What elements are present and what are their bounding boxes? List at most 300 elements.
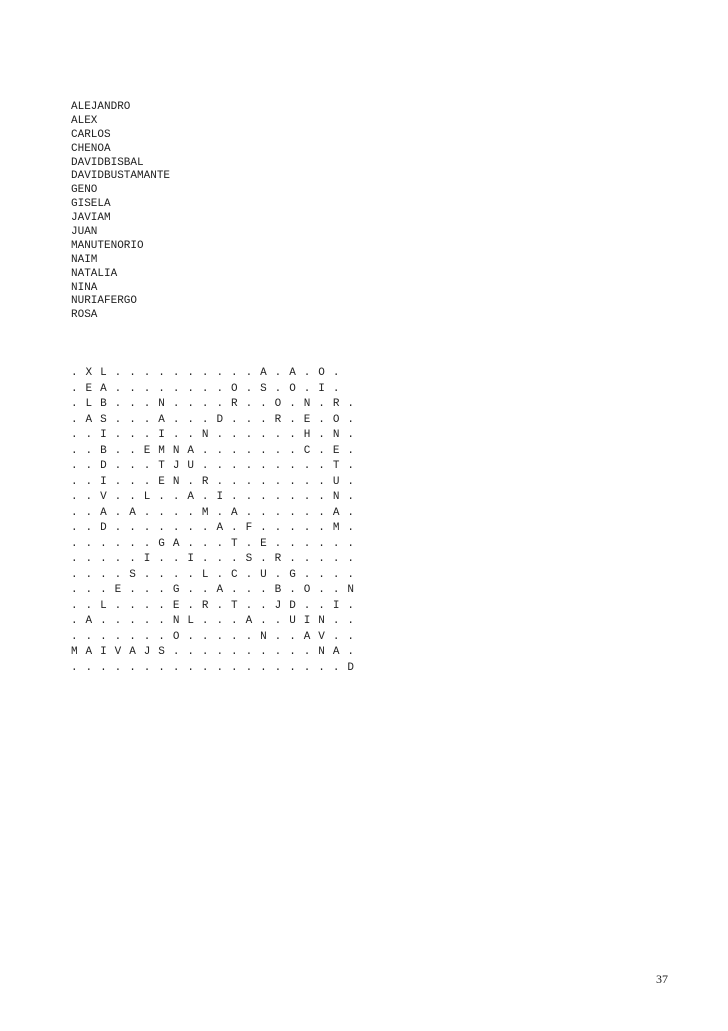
grid-cell: N <box>172 444 180 457</box>
grid-cell: . <box>274 646 282 658</box>
grid-cell: A <box>85 615 93 627</box>
grid-cell: . <box>187 506 194 519</box>
grid-cell: I <box>187 553 194 565</box>
grid-row <box>71 506 362 522</box>
grid-cell: . <box>245 382 253 395</box>
grid-cell: U <box>332 475 340 488</box>
grid-row <box>71 397 362 413</box>
grid-cell: O <box>303 584 311 596</box>
grid-cell: . <box>114 553 122 565</box>
grid-cell: . <box>318 661 325 674</box>
grid-cell: . <box>303 491 311 503</box>
grid-cell: . <box>274 475 282 488</box>
grid-cell: . <box>289 398 296 410</box>
grid-cell: . <box>129 661 136 674</box>
grid-cell: . <box>231 584 238 596</box>
grid-cell: . <box>289 522 296 534</box>
grid-cell: . <box>143 382 151 395</box>
grid-cell: I <box>216 491 224 503</box>
grid-cell: . <box>71 553 78 565</box>
grid-cell: F <box>245 522 253 534</box>
grid-cell: . <box>216 460 224 472</box>
grid-cell: . <box>289 491 296 503</box>
grid-cell: . <box>260 584 267 596</box>
grid-cell: . <box>289 475 296 488</box>
grid-cell: . <box>71 491 78 503</box>
grid-cell: . <box>158 367 165 379</box>
grid-cell: A <box>85 413 93 426</box>
grid-cell: I <box>318 382 325 395</box>
grid-cell: . <box>172 413 180 426</box>
grid-cell: . <box>114 661 122 674</box>
grid-cell: N <box>318 615 325 627</box>
grid-cell: . <box>318 444 325 457</box>
grid-cell: . <box>187 568 194 581</box>
grid-cell: . <box>129 367 136 379</box>
grid-cell: . <box>347 491 354 503</box>
grid-cell: . <box>332 568 340 581</box>
grid-cell: D <box>347 661 354 674</box>
grid-cell: I <box>332 599 340 612</box>
grid-cell: . <box>187 630 194 643</box>
grid-cell: L <box>201 568 209 581</box>
grid-cell: . <box>201 553 209 565</box>
grid-cell: D <box>100 460 107 472</box>
grid-cell: A <box>332 646 340 658</box>
grid-cell: . <box>201 630 209 643</box>
grid-cell: . <box>100 584 107 596</box>
grid-cell: . <box>143 460 151 472</box>
grid-cell: E <box>114 584 122 596</box>
grid-cell: . <box>289 553 296 565</box>
grid-cell: . <box>332 584 340 596</box>
grid-cell: . <box>216 475 224 488</box>
grid-cell: D <box>289 599 296 612</box>
grid-cell: H <box>303 429 311 441</box>
grid-cell: . <box>172 553 180 565</box>
grid-cell: . <box>187 537 194 550</box>
grid-cell: . <box>158 661 165 674</box>
grid-cell: . <box>274 537 282 550</box>
grid-cell: . <box>71 429 78 441</box>
grid-cell: R <box>231 398 238 410</box>
grid-cell: A <box>231 506 238 519</box>
grid-cell: . <box>318 568 325 581</box>
grid-cell: N <box>318 646 325 658</box>
grid-cell: . <box>85 630 93 643</box>
grid-cell: . <box>260 444 267 457</box>
grid-cell: . <box>172 522 180 534</box>
grid-cell: . <box>274 522 282 534</box>
grid-cell: . <box>260 615 267 627</box>
grid-cell: . <box>216 599 224 612</box>
grid-cell: . <box>129 630 136 643</box>
grid-cell: I <box>100 429 107 441</box>
grid-cell: I <box>100 646 107 658</box>
grid-cell: . <box>245 630 253 643</box>
grid-cell: . <box>245 646 253 658</box>
grid-cell: A <box>172 537 180 550</box>
grid-cell: . <box>289 661 296 674</box>
grid-cell: . <box>114 367 122 379</box>
grid-cell: . <box>172 429 180 441</box>
grid-cell: A <box>332 506 340 519</box>
grid-cell: . <box>172 398 180 410</box>
grid-cell: A <box>129 646 136 658</box>
grid-cell: . <box>71 367 78 379</box>
grid-cell: . <box>231 491 238 503</box>
grid-cell: N <box>158 398 165 410</box>
word-list-item: GENO <box>71 184 98 197</box>
grid-cell: M <box>158 444 165 457</box>
grid-cell: . <box>303 599 311 612</box>
grid-cell: A <box>158 413 165 426</box>
grid-cell: . <box>289 630 296 643</box>
grid-cell: . <box>231 429 238 441</box>
grid-cell: . <box>303 475 311 488</box>
grid-cell: M <box>201 506 209 519</box>
grid-cell: . <box>114 475 122 488</box>
grid-cell: . <box>71 506 78 519</box>
grid-cell: C <box>303 444 311 457</box>
grid-cell: . <box>187 584 194 596</box>
grid-cell: . <box>129 615 136 627</box>
grid-cell: . <box>143 429 151 441</box>
grid-cell: . <box>347 553 354 565</box>
grid-row <box>71 428 362 444</box>
grid-cell: L <box>187 615 194 627</box>
grid-cell: . <box>245 491 253 503</box>
grid-cell: . <box>318 506 325 519</box>
grid-cell: T <box>231 537 238 550</box>
grid-cell: . <box>143 568 151 581</box>
grid-cell: . <box>129 413 136 426</box>
grid-cell: . <box>114 537 122 550</box>
grid-cell: . <box>318 584 325 596</box>
grid-cell: . <box>289 646 296 658</box>
grid-cell: . <box>245 475 253 488</box>
grid-cell: . <box>85 599 93 612</box>
grid-cell: . <box>85 475 93 488</box>
grid-cell: . <box>100 553 107 565</box>
grid-cell: . <box>187 646 194 658</box>
grid-cell: N <box>172 475 180 488</box>
grid-cell: B <box>274 584 282 596</box>
grid-cell: . <box>303 367 311 379</box>
grid-row <box>71 583 362 599</box>
grid-cell: . <box>245 506 253 519</box>
grid-cell: A <box>100 382 107 395</box>
grid-cell: . <box>332 537 340 550</box>
grid-cell: . <box>289 413 296 426</box>
grid-cell: S <box>158 646 165 658</box>
grid-cell: V <box>114 646 122 658</box>
grid-cell: . <box>231 522 238 534</box>
grid-cell: . <box>172 568 180 581</box>
grid-cell: . <box>201 460 209 472</box>
grid-cell: . <box>260 522 267 534</box>
grid-cell: G <box>158 537 165 550</box>
grid-cell: . <box>260 646 267 658</box>
grid-cell: . <box>158 584 165 596</box>
grid-cell: G <box>172 584 180 596</box>
grid-cell: . <box>158 382 165 395</box>
grid-cell: . <box>85 491 93 503</box>
grid-row <box>71 490 362 506</box>
grid-cell: . <box>85 429 93 441</box>
grid-cell: . <box>129 553 136 565</box>
grid-cell: . <box>318 599 325 612</box>
grid-cell: S <box>245 553 253 565</box>
grid-cell: I <box>143 553 151 565</box>
grid-cell: . <box>114 382 122 395</box>
grid-cell: . <box>260 661 267 674</box>
grid-cell: . <box>231 444 238 457</box>
grid-cell: R <box>274 413 282 426</box>
grid-cell: . <box>143 522 151 534</box>
word-list-item: GISELA <box>71 198 111 211</box>
grid-cell: . <box>143 630 151 643</box>
grid-cell: . <box>347 506 354 519</box>
grid-cell: . <box>216 568 224 581</box>
grid-cell: . <box>245 413 253 426</box>
grid-cell: . <box>274 491 282 503</box>
grid-cell: . <box>260 553 267 565</box>
word-list-item: ROSA <box>71 309 98 322</box>
grid-cell: . <box>201 382 209 395</box>
grid-cell: . <box>347 646 354 658</box>
grid-cell: . <box>231 615 238 627</box>
grid-cell: . <box>245 661 253 674</box>
grid-cell: . <box>71 398 78 410</box>
grid-cell: . <box>187 429 194 441</box>
grid-cell: . <box>260 398 267 410</box>
grid-cell: . <box>318 537 325 550</box>
grid-cell: . <box>114 491 122 503</box>
grid-cell: . <box>172 506 180 519</box>
grid-cell: . <box>85 537 93 550</box>
word-list-item: NURIAFERGO <box>71 295 138 308</box>
grid-cell: . <box>216 537 224 550</box>
grid-cell: . <box>332 553 340 565</box>
grid-cell: . <box>100 537 107 550</box>
grid-cell: . <box>216 429 224 441</box>
grid-cell: . <box>318 398 325 410</box>
grid-cell: N <box>260 630 267 643</box>
word-list-item: NAIM <box>71 253 98 266</box>
grid-row <box>71 645 362 661</box>
grid-cell: . <box>303 646 311 658</box>
grid-cell: . <box>303 537 311 550</box>
grid-cell: . <box>114 460 122 472</box>
grid-cell: . <box>158 506 165 519</box>
grid-cell: I <box>158 429 165 441</box>
grid-cell: . <box>318 491 325 503</box>
grid-cell: . <box>332 615 340 627</box>
grid-row <box>71 552 362 568</box>
grid-cell: E <box>260 537 267 550</box>
grid-cell: . <box>245 444 253 457</box>
grid-cell: . <box>332 382 340 395</box>
word-list-item: CARLOS <box>71 128 111 141</box>
grid-cell: . <box>289 584 296 596</box>
grid-cell: . <box>318 522 325 534</box>
word-list-item: CHENOA <box>71 142 111 155</box>
grid-cell: . <box>129 475 136 488</box>
grid-cell: O <box>274 398 282 410</box>
grid-cell: . <box>71 382 78 395</box>
grid-cell: . <box>71 584 78 596</box>
grid-cell: . <box>71 599 78 612</box>
grid-cell: . <box>318 460 325 472</box>
grid-cell: O <box>231 382 238 395</box>
grid-row <box>71 366 362 382</box>
word-search-grid <box>71 366 362 676</box>
grid-cell: . <box>332 367 340 379</box>
grid-cell: N <box>347 584 354 596</box>
grid-cell: . <box>303 522 311 534</box>
grid-cell: . <box>318 475 325 488</box>
grid-cell: . <box>129 522 136 534</box>
grid-cell: U <box>187 460 194 472</box>
grid-cell: . <box>201 367 209 379</box>
grid-cell: . <box>100 630 107 643</box>
grid-cell: . <box>85 506 93 519</box>
grid-cell: O <box>318 367 325 379</box>
grid-row <box>71 537 362 553</box>
grid-row <box>71 614 362 630</box>
grid-cell: . <box>85 460 93 472</box>
grid-cell: . <box>85 444 93 457</box>
word-list-item: JUAN <box>71 226 98 239</box>
grid-cell: A <box>303 630 311 643</box>
grid-cell: . <box>187 382 194 395</box>
grid-cell: . <box>85 553 93 565</box>
grid-cell: . <box>187 398 194 410</box>
grid-cell: O <box>289 382 296 395</box>
grid-cell: . <box>260 475 267 488</box>
grid-cell: . <box>318 553 325 565</box>
grid-cell: . <box>114 398 122 410</box>
grid-cell: . <box>245 537 253 550</box>
grid-cell: . <box>216 661 224 674</box>
grid-cell: . <box>260 413 267 426</box>
grid-cell: . <box>129 398 136 410</box>
grid-cell: . <box>143 398 151 410</box>
grid-cell: . <box>71 568 78 581</box>
grid-cell: . <box>143 506 151 519</box>
grid-cell: . <box>129 382 136 395</box>
grid-cell: . <box>129 584 136 596</box>
grid-cell: . <box>172 646 180 658</box>
grid-cell: . <box>172 491 180 503</box>
grid-cell: . <box>114 630 122 643</box>
grid-cell: E <box>143 444 151 457</box>
grid-cell: . <box>303 382 311 395</box>
grid-cell: S <box>260 382 267 395</box>
grid-cell: . <box>129 429 136 441</box>
grid-cell: L <box>143 491 151 503</box>
grid-cell: R <box>274 553 282 565</box>
grid-cell: . <box>85 522 93 534</box>
grid-cell: . <box>85 661 93 674</box>
grid-cell: R <box>332 398 340 410</box>
grid-cell: D <box>216 413 224 426</box>
grid-cell: . <box>114 444 122 457</box>
grid-cell: E <box>332 444 340 457</box>
grid-cell: . <box>347 522 354 534</box>
grid-cell: R <box>201 599 209 612</box>
grid-cell: . <box>71 413 78 426</box>
grid-cell: . <box>71 522 78 534</box>
grid-cell: . <box>347 630 354 643</box>
grid-cell: . <box>347 537 354 550</box>
grid-cell: T <box>231 599 238 612</box>
grid-cell: . <box>216 615 224 627</box>
grid-cell: . <box>201 522 209 534</box>
grid-cell: . <box>143 661 151 674</box>
grid-cell: . <box>143 537 151 550</box>
grid-cell: . <box>347 475 354 488</box>
grid-cell: . <box>260 429 267 441</box>
grid-cell: . <box>158 615 165 627</box>
grid-cell: J <box>172 460 180 472</box>
grid-cell: A <box>100 506 107 519</box>
grid-cell: . <box>347 460 354 472</box>
grid-cell: D <box>100 522 107 534</box>
grid-cell: . <box>158 568 165 581</box>
grid-cell: . <box>187 367 194 379</box>
grid-cell: . <box>143 413 151 426</box>
grid-row <box>71 444 362 460</box>
grid-cell: O <box>332 413 340 426</box>
grid-cell: . <box>216 444 224 457</box>
grid-cell: . <box>347 398 354 410</box>
grid-row <box>71 630 362 646</box>
grid-cell: . <box>231 630 238 643</box>
grid-cell: . <box>114 413 122 426</box>
grid-cell: . <box>245 429 253 441</box>
grid-cell: . <box>347 599 354 612</box>
word-list-item: NATALIA <box>71 267 118 280</box>
grid-cell: . <box>201 615 209 627</box>
grid-cell: . <box>274 429 282 441</box>
grid-cell: . <box>143 367 151 379</box>
grid-row <box>71 568 362 584</box>
grid-cell: . <box>143 599 151 612</box>
grid-cell: . <box>216 630 224 643</box>
grid-cell: . <box>231 413 238 426</box>
grid-cell: . <box>71 661 78 674</box>
grid-cell: A <box>129 506 136 519</box>
grid-cell: . <box>187 661 194 674</box>
grid-cell: R <box>201 475 209 488</box>
grid-cell: . <box>318 413 325 426</box>
grid-cell: . <box>274 568 282 581</box>
grid-cell: A <box>216 584 224 596</box>
grid-cell: . <box>71 630 78 643</box>
grid-cell: . <box>158 522 165 534</box>
grid-cell: . <box>245 367 253 379</box>
grid-cell: . <box>231 460 238 472</box>
grid-cell: V <box>100 491 107 503</box>
grid-cell: . <box>114 522 122 534</box>
grid-cell: . <box>274 615 282 627</box>
grid-cell: . <box>158 599 165 612</box>
grid-cell: N <box>201 429 209 441</box>
grid-cell: J <box>274 599 282 612</box>
grid-cell: . <box>303 460 311 472</box>
